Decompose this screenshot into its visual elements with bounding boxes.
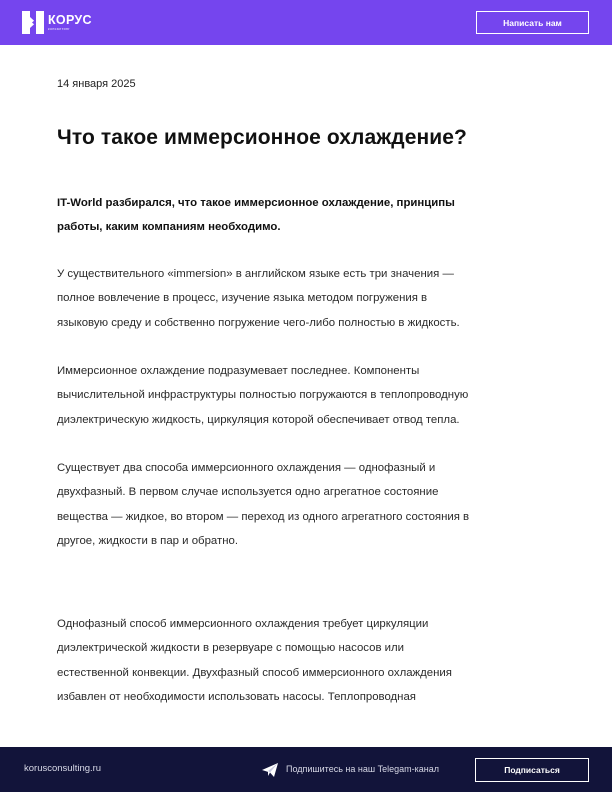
paragraph-line: Иммерсионное охлаждение подразумевает последнее. Компоненты: [57, 365, 420, 377]
paragraph-cooling-methods: [57, 456, 557, 553]
website-link[interactable]: korusconsulting.ru: [24, 763, 102, 774]
telegram-subscribe-text[interactable]: Подпишитесь на наш Telegam-канал: [286, 764, 439, 774]
korus-logo-icon: [22, 11, 44, 34]
telegram-paper-plane-icon[interactable]: [262, 763, 278, 777]
site-footer: [0, 747, 612, 792]
paragraph-line: диэлектрическую жидкость, циркуляция которой обеспечивает отвод тепла.: [57, 413, 460, 426]
paragraph-line: двухфазный. В первом случае используется одно агрегатное состояние: [57, 486, 439, 499]
paragraph-line: диэлектрической жидкости в резервуаре с помощью насосов или: [57, 642, 405, 655]
paragraph-immersion-meaning: [57, 262, 557, 335]
article-lead: [57, 191, 557, 239]
paragraph-line: избавлен от необходимости использовать насосы. Теплопроводная: [57, 690, 416, 703]
paragraph-line: вещества — жидкое, во втором — переход из одного агрегатного состояния в: [57, 510, 470, 523]
paragraph-line: Существует два способа иммерсионного охлаждения — однофазный и: [57, 462, 436, 474]
paragraph-immersion-cooling: [57, 359, 557, 432]
site-header: [0, 0, 612, 45]
logo-name: КОРУС: [48, 12, 92, 27]
lead-line: работы, каким компаниям необходимо.: [57, 221, 281, 233]
subscribe-button[interactable]: Подписаться: [475, 758, 589, 782]
paragraph-line: языковую среду и собственно погружение чего-либо полностью в жидкость.: [57, 316, 460, 329]
contact-us-button[interactable]: Написать нам: [476, 11, 589, 34]
article-date: 14 января 2025: [57, 78, 136, 90]
paragraph-line: полное вовлечение в процесс, изучение языка методом погружения в: [57, 292, 428, 305]
paragraph-single-phase: [57, 612, 557, 709]
paragraph-line: У существительного «immersion» в английском языке есть три значения —: [57, 268, 454, 280]
paragraph-line: естественной конвекции. Двухфазный способ иммерсионного охлаждения: [57, 666, 452, 679]
logo-subtitle: консалтинг: [48, 26, 70, 31]
paragraph-line: другое, жидкости в пар и обратно.: [57, 534, 238, 547]
lead-line: IT-World разбирался, что такое иммерсионное охлаждение, принципы: [57, 197, 455, 209]
korus-logo[interactable]: [22, 11, 92, 34]
article-title: Что такое иммерсионное охлаждение?: [57, 126, 467, 149]
paragraph-line: Однофазный способ иммерсионного охлаждения требует циркуляции: [57, 618, 429, 630]
paragraph-line: вычислительной инфраструктуры полностью погружаются в теплопроводную: [57, 389, 469, 402]
